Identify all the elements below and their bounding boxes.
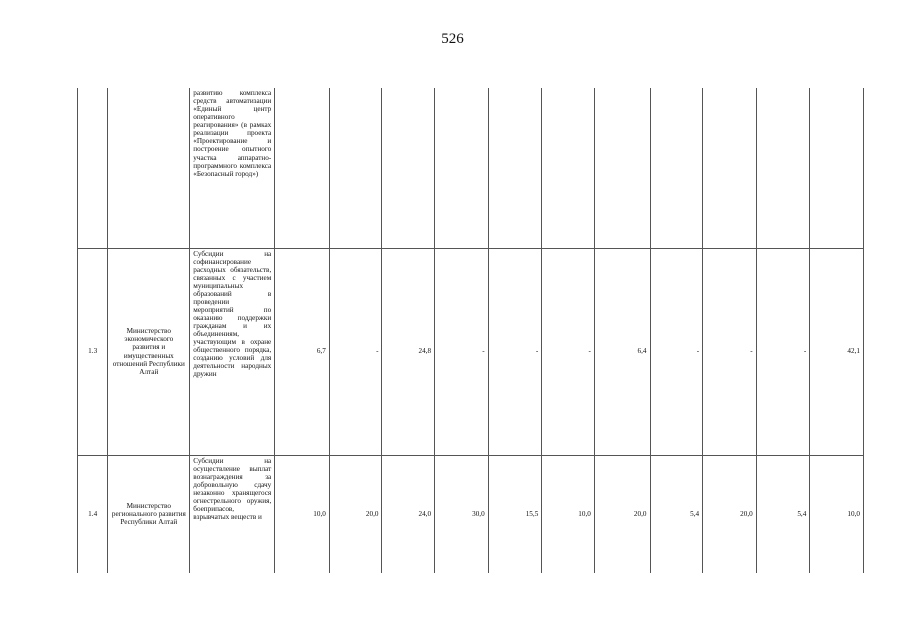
value-cell [382,88,435,248]
description-cell: Субсидии на софинансирование расходных обязательств, связанных с участием муниципальных образований в проведении мероприятий по оказанию поддержки гражданам и их объединениям, участвующим в охране общественного порядка, созданию условий для деятельности народных дружин [190,248,275,455]
value-cell: 10,0 [275,455,330,573]
value-cell [756,88,810,248]
value-cell: 5,4 [756,455,810,573]
value-cell [703,88,757,248]
value-cell [594,88,650,248]
table-row [78,455,864,573]
value-cell: 24,8 [382,248,435,455]
value-cell [435,88,489,248]
description-cell: развитию комплекса средств автоматизации «Единый центр оперативного реагирования» (в рамках реализации проекта «Проектирование и построение опытного участка аппаратно-программного комплекса «Безопасный город») [190,88,275,248]
executor-cell: Министерство экономического развития и имущественных отношений Республики Алтай [108,248,190,455]
value-cell: - [650,248,703,455]
value-cell: 20,0 [594,455,650,573]
value-cell: - [435,248,489,455]
value-cell: 5,4 [650,455,703,573]
value-cell: 20,0 [329,455,382,573]
value-cell: 24,0 [382,455,435,573]
page-number: 526 [441,31,464,47]
description-cell: Субсидии на осуществление выплат вознаграждения за добровольную сдачу незаконно хранящегося огнестрельного оружия, боеприпасов, взрывчатых веществ и [190,455,275,573]
value-cell: 6,7 [275,248,330,455]
value-cell [488,88,542,248]
value-cell [329,88,382,248]
value-cell: - [542,248,595,455]
value-cell: - [329,248,382,455]
value-cell [542,88,595,248]
value-cell: 6,4 [594,248,650,455]
value-cell: - [488,248,542,455]
table-row [78,88,864,248]
value-cell [650,88,703,248]
row-number-cell: 1.3 [78,248,108,455]
value-cell: - [703,248,757,455]
value-cell [275,88,330,248]
value-cell: 30,0 [435,455,489,573]
executor-cell: Министерство регионального развития Республики Алтай [108,455,190,573]
table-row [78,248,864,455]
value-cell: - [756,248,810,455]
value-cell: 10,0 [542,455,595,573]
row-number-cell: 1.4 [78,455,108,573]
value-cell: 15,5 [488,455,542,573]
value-cell: 20,0 [703,455,757,573]
value-cell: 10,0 [810,455,864,573]
executor-cell [108,88,190,248]
value-cell: 42,1 [810,248,864,455]
budget-table [77,88,864,573]
value-cell [810,88,864,248]
row-number-cell [78,88,108,248]
